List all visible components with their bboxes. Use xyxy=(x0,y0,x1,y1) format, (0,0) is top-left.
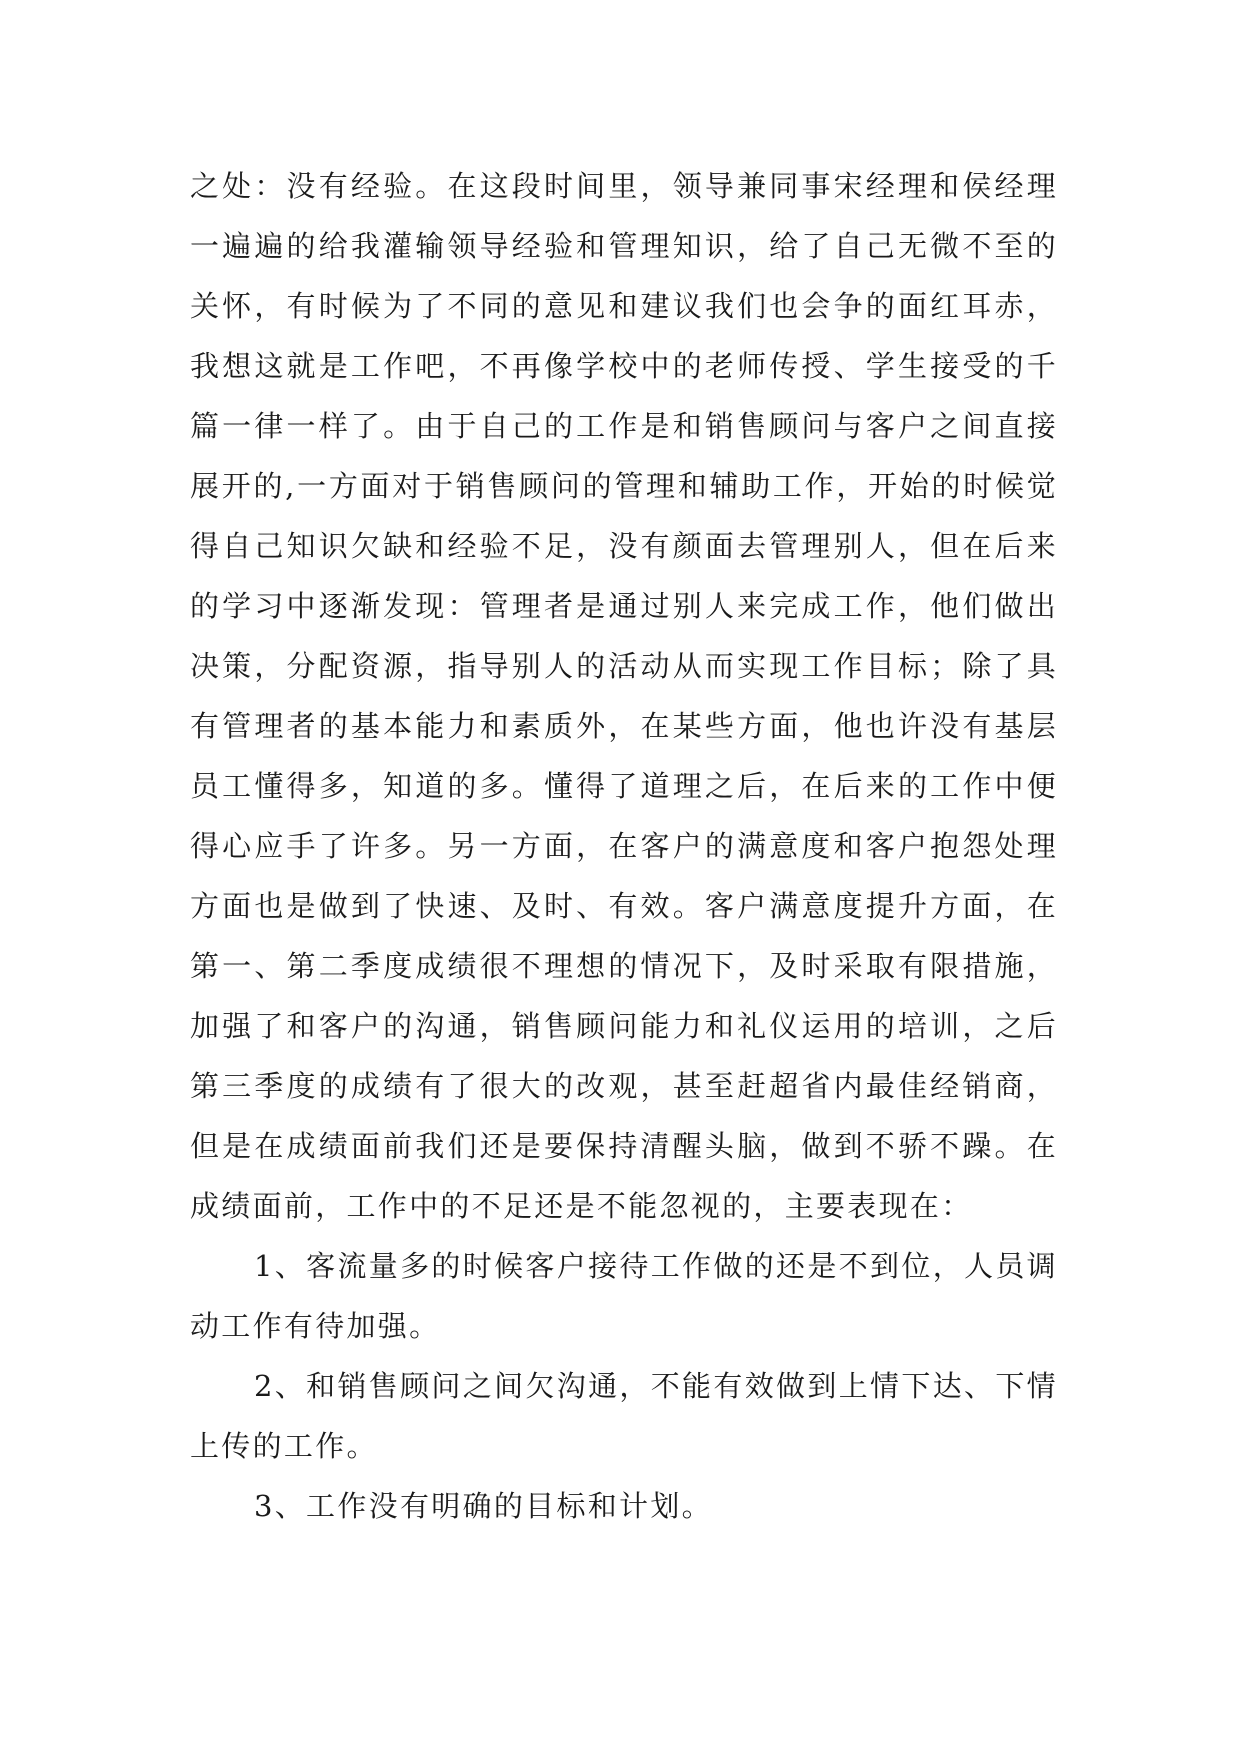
document-page xyxy=(190,156,1058,1536)
list-item-1: 1、客流量多的时候客户接待工作做的还是不到位，人员调动工作有待加强。 xyxy=(190,1249,1058,1343)
paragraph-summary: 之处：没有经验。在这段时间里，领导兼同事宋经理和侯经理一遍遍的给我灌输领导经验和管理知识，给了自己无微不至的关怀，有时候为了不同的意见和建议我们也会争的面红耳赤，我想这就是工作吧，不再像学校中的老师传授、学生接受的千篇一律一样了。由于自己的工作是和销售顾问与客户之间直接展开的,一方面对于销售顾问的管理和辅助工作，开始的时候觉得自己知识欠缺和经验不足，没有颜面去管理别人，但在后来的学习中逐渐发现：管理者是通过别人来完成工作，他们做出决策，分配资源，指导别人的活动从而实现工作目标；除了具有管理者的基本能力和素质外，在某些方面，他也许没有基层员工懂得多，知道的多。懂得了道理之后，在后来的工作中便得心应手了许多。另一方面，在客户的满意度和客户抱怨处理方面也是做到了快速、及时、有效。客户满意度提升方面，在第一、第二季度成绩很不理想的情况下，及时采取有限措施，加强了和客户的沟通，销售顾问能力和礼仪运用的培训，之后第三季度的成绩有了很大的改观，甚至赶超省内最佳经销商，但是在成绩面前我们还是要保持清醒头脑，做到不骄不躁。在成绩面前，工作中的不足还是不能忽视的，主要表现在： xyxy=(190,169,1058,1223)
list-item-2: 2、和销售顾问之间欠沟通，不能有效做到上情下达、下情上传的工作。 xyxy=(190,1369,1058,1463)
list-item-3: 3、工作没有明确的目标和计划。 xyxy=(254,1489,713,1523)
